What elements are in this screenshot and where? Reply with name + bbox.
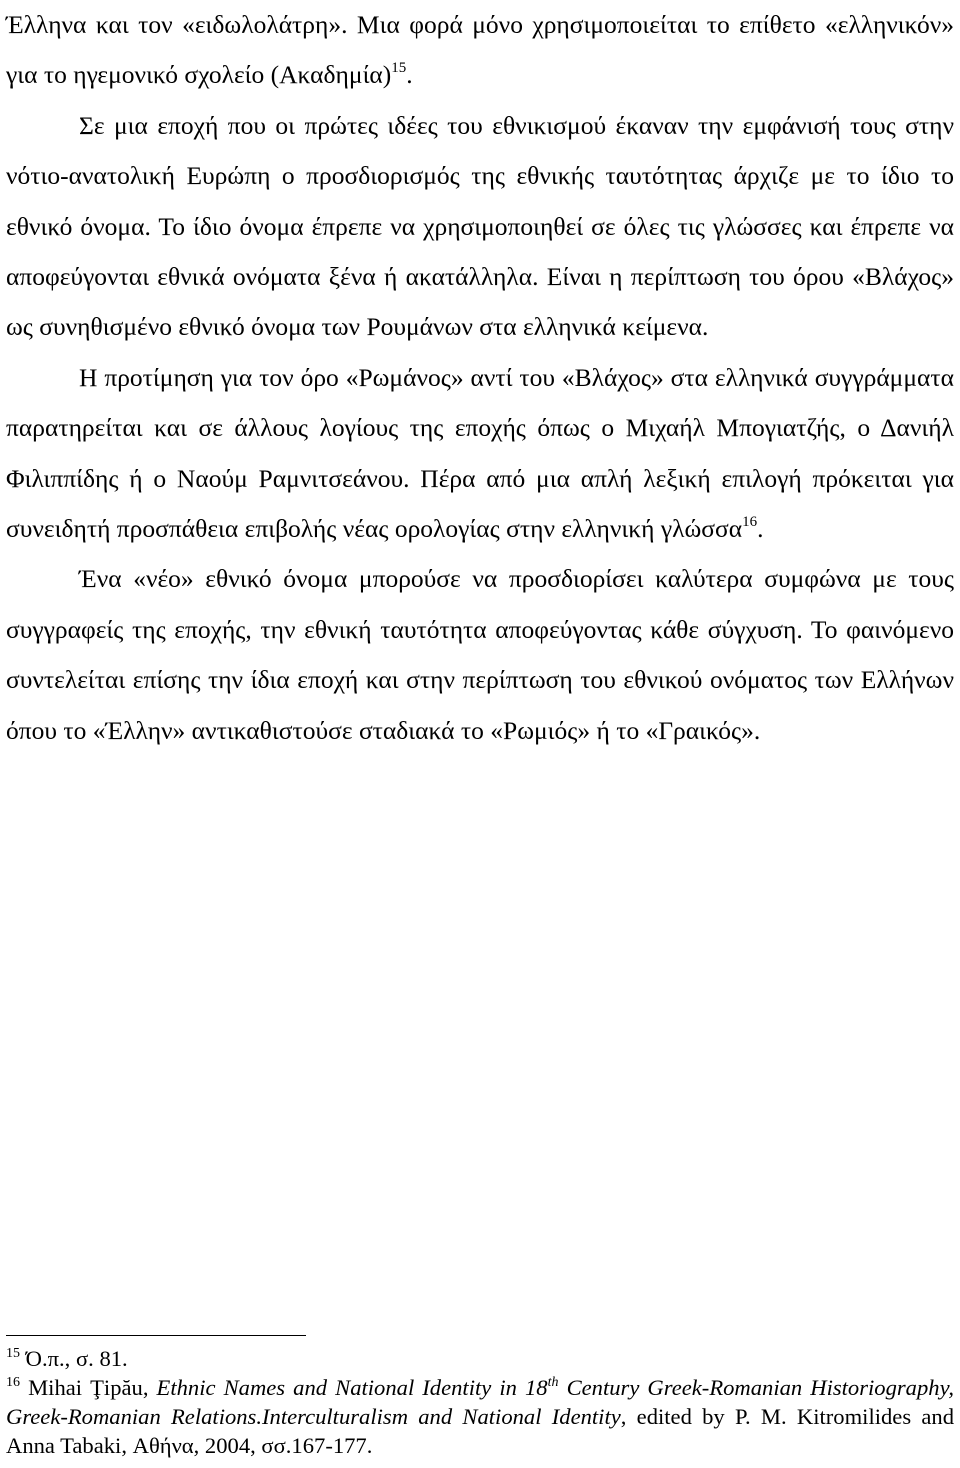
footnote-ref-15[interactable]: 15 (391, 60, 407, 77)
ordinal-suffix: th (547, 1375, 559, 1390)
paragraph-text: Η προτίμηση για τον όρο «Ρωμάνος» αντί του «Βλάχος» στα ελληνικά συγγράμματα παρατηρείται και σε άλλους λογίους της εποχής όπως ο Μιχαήλ Μπογιατζής, ο Δανιήλ Φιλιππίδης ή ο Ναούμ Ραμνιτσεάνου. Πέρα από μια απλή λεξική επιλογή πρόκειται για συνειδητή προσπάθεια επιβολής νέας ορολογίας στην ελληνική γλώσσα (6, 362, 954, 544)
footnote-15 (6, 1344, 954, 1373)
paragraph-national-identity: Σε μια εποχή που οι πρώτες ιδέες του εθνικισμού έκαναν την εμφάνισή τους στην νότιο-ανατολική Ευρώπη ο προσδιορισμός της εθνικής ταυτότητας άρχιζε με το ίδιο το εθνικό όνομα. Το ίδιο όνομα έπρεπε να χρησιμοποιηθεί σε όλες τις γλώσσες και έπρεπε να αποφεύγονται εθνικά ονόματα ξένα ή ακατάλληλα. Είναι η περίπτωση του όρου «Βλάχος» ως συνηθισμένο εθνικό όνομα των Ρουμάνων στα ελληνικά κείμενα. (6, 110, 954, 342)
paragraph-text: Έλληνα και τον «ειδωλολάτρη». Μια φορά μόνο χρησιμοποιείται το επίθετο «ελληνικόν» για το ηγεμονικό σχολείο (Ακαδημία) (6, 10, 954, 90)
footnote-16 (6, 1373, 954, 1460)
footnote-title-part: Century Greek-Romanian Historiography, Greek-Romanian Relations.Interculturalism and National Identity (6, 1375, 955, 1429)
footnote-ref-16[interactable]: 16 (742, 514, 758, 531)
body-text (6, 0, 954, 756)
paragraph-new-national-name: Ένα «νέο» εθνικό όνομα μπορούσε να προσδιορίσει καλύτερα συμφώνα με τους συγγραφείς της εποχής, την εθνική ταυτότητα αποφεύγοντας κάθε σύγχυση. Το φαινόμενο συντελείται επίσης την ίδια εποχή και στην περίπτωση του εθνικού ονόματος των Ελλήνων όπου το «Έλλην» αντικαθιστούσε σταδιακά το «Ρωμιός» ή το «Γραικός». (6, 564, 954, 745)
footnotes (6, 1344, 954, 1460)
paragraph-end: . (406, 60, 413, 90)
footnote-number: 16 (6, 1375, 20, 1390)
paragraph-end: . (757, 514, 764, 544)
footnote-author: Mihai Ţipău, (28, 1375, 149, 1400)
footnote-text: Ό.π., σ. 81. (25, 1346, 128, 1371)
footnote-publication: , edited by P. M. Kitromilides and Anna Tabaki, Αθήνα, 2004, σσ.167-177. (6, 1404, 955, 1458)
footnote-separator (6, 1335, 306, 1336)
footnote-title-part: Ethnic Names and National Identity in 18 (156, 1375, 548, 1400)
paragraph-romanos-term (6, 353, 954, 555)
paragraph-continuation (6, 0, 954, 101)
document-page (6, 0, 954, 1468)
footnote-number: 15 (6, 1346, 20, 1361)
